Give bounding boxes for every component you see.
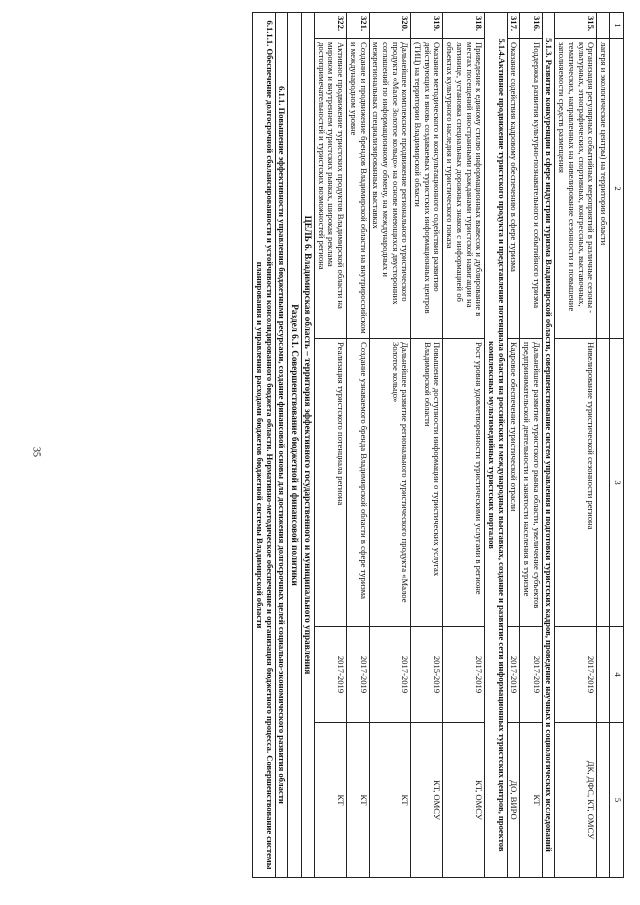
result-cell: [597, 339, 610, 627]
activity-cell: Поддержка развития культурно-познавательного и событийного туризма: [520, 39, 542, 339]
table-row: [555, 13, 597, 878]
period-cell: 2017-2019: [507, 627, 520, 723]
row-number: 321.: [347, 13, 369, 39]
result-cell: Дальнейшее развитие регионального туристического продукта «Малое Золотое кольцо»: [369, 339, 411, 627]
activity-cell: Дальнейшее комплексное продвижение регионального туристического продукта «Малое Золотое кольцо» на основе имеющихся двусторонних соглашений по информационному обмену, на международных и межрегиональных специализированных выставках: [369, 39, 411, 339]
activity-cell: Организация регулярных событийных мероприятий в различные сезоны - культурных, этнографических, спортивных, конгрессных, выставочных, тематических, направленных на нивелирование сезонности и повышение заполняемости средств размещения: [555, 39, 597, 339]
section-row: [485, 13, 507, 878]
goal-row: [288, 13, 301, 878]
header-col-3: 3: [610, 339, 624, 627]
executor-cell: КТ, ОМСУ: [411, 723, 443, 878]
table-body: [253, 13, 610, 878]
period-cell: 2017-2019: [369, 627, 411, 723]
period-cell: [597, 627, 610, 723]
table-row: [369, 13, 411, 878]
goal-heading: Раздел 6.1. Совершенствование бюджетной и финансовой политики: [288, 13, 301, 878]
header-row: [610, 13, 624, 878]
period-cell: 2015-2019: [411, 627, 443, 723]
plan-table: [252, 12, 624, 878]
executor-cell: [597, 723, 610, 878]
executor-cell: ДК, ДФС, КТ, ОМСУ: [555, 723, 597, 878]
executor-cell: КТ: [520, 723, 542, 878]
row-number: 322.: [315, 13, 347, 39]
executor-cell: КТ: [369, 723, 411, 878]
result-cell: Повышение доступности информации о туристических услугах Владимирской области: [411, 339, 443, 627]
period-cell: 2017-2019: [315, 627, 347, 723]
table-row: [347, 13, 369, 878]
period-cell: 2017-2019: [347, 627, 369, 723]
goal-row: [301, 13, 314, 878]
section-heading: 5.1.3. Развитие конкуренции в сфере индустрии туризма Владимирской области, совершенствование систем управления и подготовки туристских кадров, проведение научных и социологических исследований: [542, 13, 555, 878]
row-number: 319.: [411, 13, 443, 39]
section-heading: 6.1.1.1. Обеспечение долгосрочной сбалансированности и устойчивости консолидированного бюджета области. Нормативно-методическое обеспечение и организация бюджетного процесса. Совершенствование системы планирования и управления расходами бюджетов бюджетной системы Владимирской области: [253, 13, 275, 878]
result-cell: Рост уровня удовлетворенности туристическими услугами в регионе: [443, 339, 485, 627]
result-cell: Реализация туристского потенциала региона: [315, 339, 347, 627]
period-cell: 2017-2019: [520, 627, 542, 723]
activity-cell: Приведение к единому стилю информационных вывесок и дублирование в местах посещений иностранными гражданами туристской навигации на латинице, установка специальных дорожных знаков с информацией об объектах культурного наследия и туристического показа: [443, 39, 485, 339]
period-cell: 2017-2019: [443, 627, 485, 723]
goal-heading: ЦЕЛЬ 6. Владимирская область – территория эффективного государственного и муниципального управления: [301, 13, 314, 878]
row-number: 318.: [443, 13, 485, 39]
executor-cell: КТ: [347, 723, 369, 878]
section-heading: 6.1.1. Повышение эффективности управления бюджетными ресурсами, создание финансовой основы для достижения долгосрочных целей социально-экономического развития области: [275, 13, 288, 878]
page-number: 35: [30, 447, 42, 457]
row-number: 317.: [507, 13, 520, 39]
executor-cell: КТ, ОМСУ: [443, 723, 485, 878]
header-col-5: 5: [610, 723, 624, 878]
result-cell: Нивелирование туристической сезонности региона: [555, 339, 597, 627]
header-col-2: 2: [610, 39, 624, 339]
header-col-1: 1: [610, 13, 624, 39]
row-number: [597, 13, 610, 39]
activity-cell: Оказание содействия кадровому обеспечению в сфере туризма: [507, 39, 520, 339]
table-row: [507, 13, 520, 878]
activity-cell: Создание и продвижение брендов Владимирской области на внутрироссийском и международном уровне: [347, 39, 369, 339]
activity-cell: Активное продвижение туристских продуктов Владимирской области на мировом и внутреннем туристских рынках, широкая реклама достопримечательностей и туристских возможностей региона: [315, 39, 347, 339]
section-heading: 5.1.4.Активное продвижение туристского продукта и представление потенциала области на российских и международных выставках, создание и развитие сети информационных туристских центров, проектов комплексных мультимедийных туристских порталов: [485, 13, 507, 878]
result-cell: Дальнейшее развитие туристского рынка области, увеличение субъектов предпринимательской деятельности и занятости населения в туризме: [520, 339, 542, 627]
rotated-page: [69, 12, 624, 877]
activity-cell: лагеря и экологические центры) на территории области: [597, 39, 610, 339]
table-row: [597, 13, 610, 878]
row-number: 315.: [555, 13, 597, 39]
executor-cell: КТ: [315, 723, 347, 878]
row-number: 320.: [369, 13, 411, 39]
row-number: 316.: [520, 13, 542, 39]
result-cell: Кадровое обеспечение туристической отрасли: [507, 339, 520, 627]
section-row: [275, 13, 288, 878]
table-row: [443, 13, 485, 878]
header-col-4: 4: [610, 627, 624, 723]
activity-cell: Оказание методического и консультационного содействия развитию действующих и вновь создаваемых туристских информационных центров (ТИЦ) на территории Владимирской области: [411, 39, 443, 339]
result-cell: Создание узнаваемого бренда Владимирской области в сфере туризма: [347, 339, 369, 627]
table-row: [520, 13, 542, 878]
executor-cell: ДО, ВИРО: [507, 723, 520, 878]
table-row: [315, 13, 347, 878]
period-cell: 2017-2019: [555, 627, 597, 723]
section-row: [542, 13, 555, 878]
table-row: [411, 13, 443, 878]
section-row: [253, 13, 275, 878]
